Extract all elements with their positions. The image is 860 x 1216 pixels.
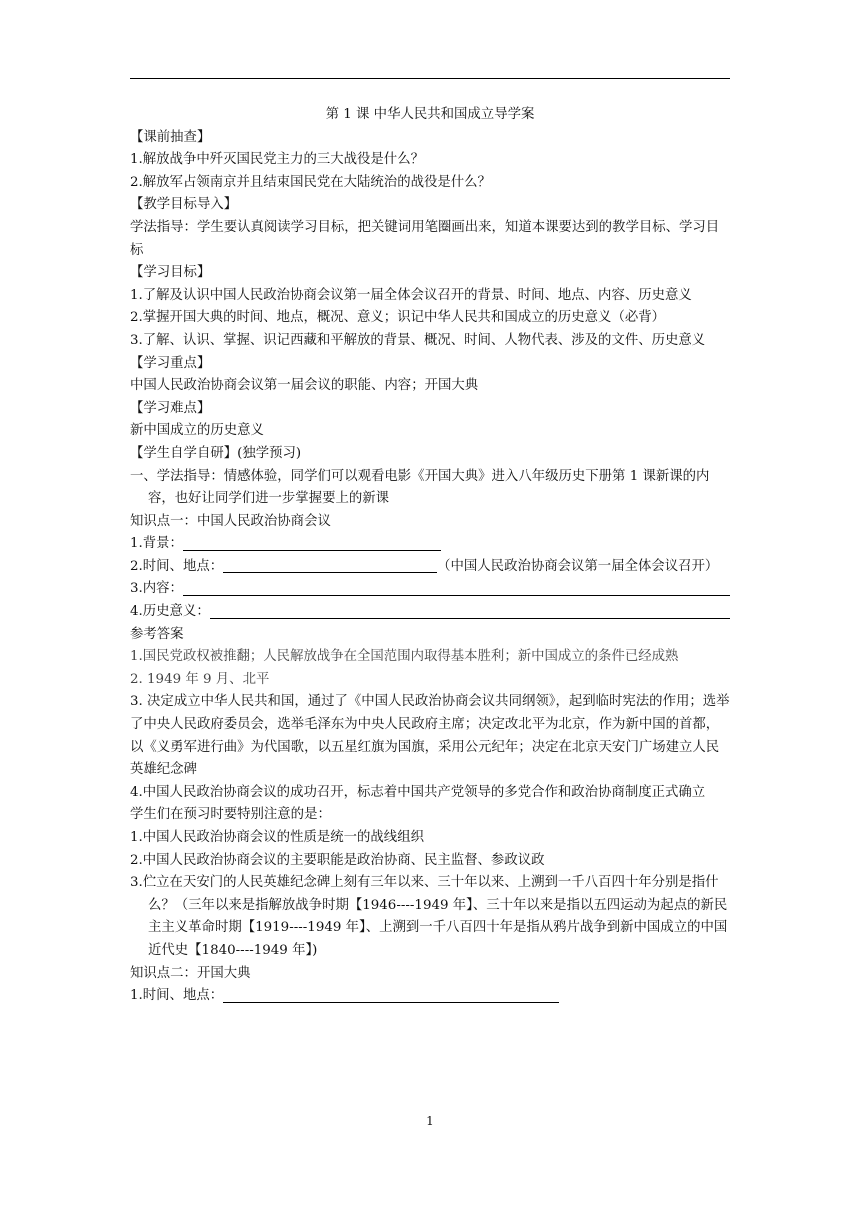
fill-time-row xyxy=(130,556,730,579)
section-heading-goals: 【学习目标】 xyxy=(130,265,211,281)
key-points-text: 中国人民政治协商会议第一届会议的职能、内容；开国大典 xyxy=(130,378,479,394)
answer-blank-content[interactable] xyxy=(183,581,730,596)
goal-1: 1.了解及认识中国人民政治协商会议第一届全体会议召开的背景、时间、地点、内容、历史意义 xyxy=(130,287,692,303)
fill-background-row xyxy=(130,533,730,556)
notice-3: 3.伫立在天安门的人民英雄纪念碑上刻有三年以来、三十年以来、上溯到一千八百四十年分别是指什么？（三年以来是指解放战争时期【1946----1949 年】、三十年以来是指以五四运动为起点的新民主主义革命时期【1919----1949 年】、上溯到一千八百四十年是指从鸦片战争到新中国成立的中国近代史【1840----1949 年】) xyxy=(130,875,728,958)
fill-kp2-time-row xyxy=(130,985,730,1008)
goal-2: 2.掌握开国大典的时间、地点，概况、意义；识记中华人民共和国成立的历史意义（必背） xyxy=(130,310,666,326)
fill-label-time-place: 2.时间、地点： xyxy=(130,558,224,574)
answer-blank-kp2-time-place[interactable] xyxy=(223,988,559,1003)
fill-label-meaning: 4.历史意义： xyxy=(130,604,210,620)
fill-meaning-row xyxy=(130,601,730,624)
fill-label-content: 3.内容： xyxy=(130,581,183,597)
answer-3: 3. 决定成立中华人民共和国，通过了《中国人民政治协商会议共同纲领》，起到临时宪法的作用；选举了中央人民政府委员会，选举毛泽东为中央人民政府主席；决定改北平为北京，作为新中国的首都，以《义勇军进行曲》为代国歌，以五星红旗为国旗，采用公元纪年；决定在北京天安门广场建立人民英雄纪念碑 xyxy=(130,694,730,778)
section-heading-self-study: 【学生自学自研】(独学预习) xyxy=(130,445,302,461)
goal-3: 3.了解、认识、掌握、识记西藏和平解放的背景、概况、时间、人物代表、涉及的文件、历史意义 xyxy=(130,332,706,348)
difficulties-text: 新中国成立的历史意义 xyxy=(130,423,264,439)
notice-heading: 学生们在预习时要特别注意的是： xyxy=(130,807,331,823)
header-rule xyxy=(130,78,730,79)
fill-label-background: 1.背景： xyxy=(130,536,183,552)
pre-check-question-2: 2.解放军占领南京并且结束国民党在大陆统治的战役是什么？ xyxy=(130,174,491,190)
section-heading-goal-intro: 【教学目标导入】 xyxy=(130,197,238,213)
section-heading-difficulties: 【学习难点】 xyxy=(130,400,211,416)
answer-blank-meaning[interactable] xyxy=(210,604,730,619)
answer-4: 4.中国人民政治协商会议的成功召开，标志着中国共产党领导的多党合作和政治协商制度正式确立 xyxy=(130,784,706,800)
knowledge-point-2-heading: 知识点二：开国大典 xyxy=(130,965,251,981)
notice-2: 2.中国人民政治协商会议的主要职能是政治协商、民主监督、参政议政 xyxy=(130,852,545,868)
answer-2: 2. 1949 年 9 月、北平 xyxy=(130,671,270,687)
page-number: 1 xyxy=(426,1114,434,1128)
answer-blank-background[interactable] xyxy=(183,536,441,551)
section-heading-pre-check: 【课前抽查】 xyxy=(130,129,211,145)
method-guide: 学法指导：学生要认真阅读学习目标，把关键词用笔圈画出来，知道本课要达到的教学目标、学习目标 xyxy=(130,219,720,258)
study-guide-1: 一、学法指导：情感体验，同学们可以观看电影《开国大典》进入八年级历史下册第 1 课新课的内容，也好让同学们进一步掌握要上的新课 xyxy=(130,468,710,507)
knowledge-point-1-heading: 知识点一：中国人民政治协商会议 xyxy=(130,513,331,529)
pre-check-question-1: 1.解放战争中歼灭国民党主力的三大战役是什么？ xyxy=(130,152,424,168)
section-heading-key-points: 【学习重点】 xyxy=(130,355,211,371)
document-title: 第 1 课 中华人民共和国成立导学案 xyxy=(325,107,535,122)
fill-label-kp2-time-place: 1.时间、地点： xyxy=(130,988,224,1004)
document-page xyxy=(130,104,730,1008)
reference-answers-heading: 参考答案 xyxy=(130,626,184,642)
answer-1: 1.国民党政权被推翻；人民解放战争在全国范围内取得基本胜利；新中国成立的条件已经成熟 xyxy=(130,649,679,665)
notice-1: 1.中国人民政治协商会议的性质是统一的战线组织 xyxy=(130,830,424,845)
answer-blank-time-place[interactable] xyxy=(223,558,437,573)
fill-time-note: （中国人民政治协商会议第一届全体会议召开） xyxy=(437,558,719,574)
fill-content-row xyxy=(130,578,730,601)
